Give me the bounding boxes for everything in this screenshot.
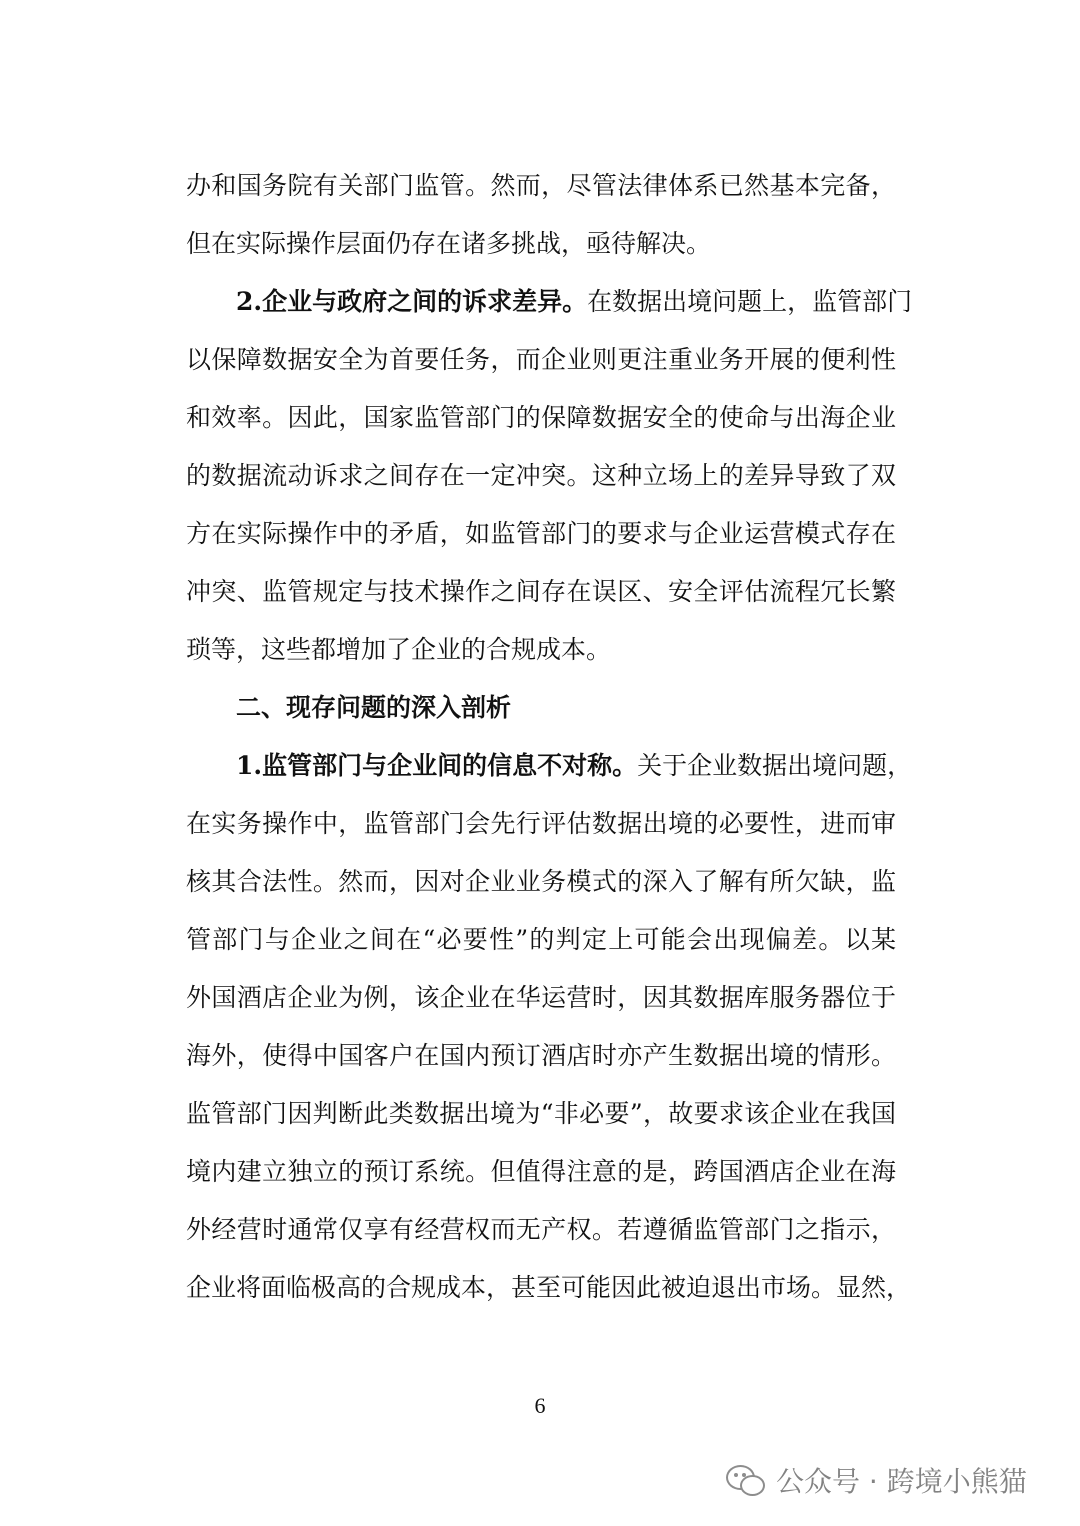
watermark	[726, 1455, 1027, 1505]
text-line: 核其合法性。然而，因对企业业务模式的深入了解有所欠缺，监	[186, 867, 896, 896]
text-line: 方在实际操作中的矛盾，如监管部门的要求与企业运营模式存在	[186, 519, 896, 548]
paragraph-first-line	[236, 750, 913, 782]
text-line: 监管部门因判断此类数据出境为“非必要”，故要求该企业在我国	[186, 1099, 896, 1128]
text-line: 琐等，这些都增加了企业的合规成本。	[186, 635, 612, 664]
text-line: 企业将面临极高的合规成本，甚至可能因此被迫退出市场。显然，	[186, 1273, 912, 1302]
section-heading: 二、现存问题的深入剖析	[236, 693, 512, 722]
text-line: 以保障数据安全为首要任务，而企业则更注重业务开展的便利性	[186, 345, 896, 374]
text-line: 的数据流动诉求之间存在一定冲突。这种立场上的差异导致了双	[186, 461, 896, 490]
text-line: 但在实际操作层面仍存在诸多挑战，亟待解决。	[186, 229, 712, 258]
text-line: 管部门与企业之间在“必要性”的判定上可能会出现偏差。以某	[186, 925, 896, 954]
paragraph-heading: 1.监管部门与企业间的信息不对称。	[236, 751, 638, 780]
text-line: 境内建立独立的预订系统。但值得注意的是，跨国酒店企业在海	[186, 1157, 896, 1186]
paragraph-first-line	[236, 286, 913, 318]
wechat-icon	[726, 1463, 766, 1497]
paragraph-text: 在数据出境问题上，监管部门	[587, 287, 913, 316]
paragraph-text: 关于企业数据出境问题，	[637, 751, 913, 780]
text-line: 冲突、监管规定与技术操作之间存在误区、安全评估流程冗长繁	[186, 577, 896, 606]
page-number: 6	[534, 1393, 546, 1418]
text-line: 在实务操作中，监管部门会先行评估数据出境的必要性，进而审	[186, 809, 896, 838]
text-line: 和效率。因此，国家监管部门的保障数据安全的使命与出海企业	[186, 403, 896, 432]
text-line: 海外，使得中国客户在国内预订酒店时亦产生数据出境的情形。	[186, 1041, 896, 1070]
watermark-text: 公众号 · 跨境小熊猫	[776, 1465, 1027, 1498]
paragraph-heading: 2.企业与政府之间的诉求差异。	[236, 287, 588, 316]
text-line: 外经营时通常仅享有经营权而无产权。若遵循监管部门之指示，	[186, 1215, 896, 1244]
text-line: 外国酒店企业为例，该企业在华运营时，因其数据库服务器位于	[186, 983, 896, 1012]
text-line: 办和国务院有关部门监管。然而，尽管法律体系已然基本完备，	[186, 171, 896, 200]
